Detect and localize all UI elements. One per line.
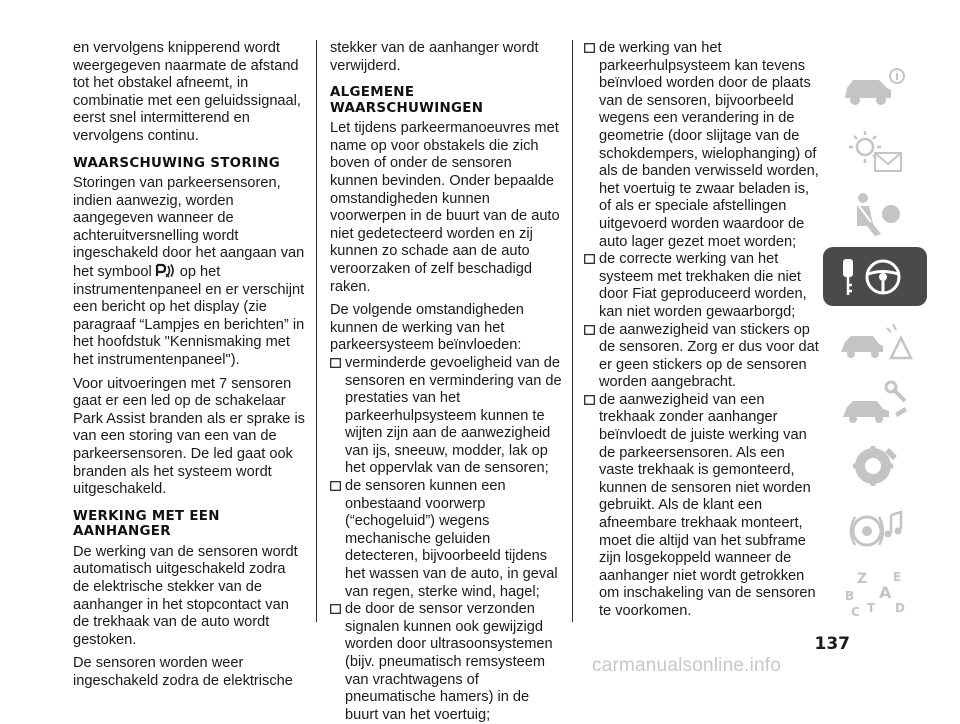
seatbelt-airbag-icon	[833, 188, 917, 240]
list-item-text: de door de sensor verzonden signalen kunnen ook gewijzigd worden door ultrasoonsystemen (bijv. pneumatisch remsysteem van vrachtwagens of pneumatische hamers) in de buurt van het voertuig;	[345, 601, 553, 723]
paragraph: Let tijdens parkeermanoeuvres met name op voor obstakels die zich boven of onder de sensoren kunnen bevinden. Onder bepaalde omstandigheden kunnen voorwerpen in de buurt van de auto niet gedetecteerd worden en zij kunnen zo schade aan de auto veroorzaken of zelf beschadigd raken.	[330, 120, 560, 295]
chapter-tab-maintenance[interactable]	[823, 373, 927, 432]
index-letter: T	[867, 600, 876, 615]
list-item-text: de aanwezigheid van een trekhaak zonder aanhanger beïnvloedt de juiste werking van de parkeersensoren. Als een vaste trekhaak is gemonteerd, kunnen de sensoren niet worden gebruikt. Als de klant een afneembare trekhaak monteert, moet die altijd van het subframe zijn losgekoppeld wanneer de aanhanger niet wordt getrokken om inschakeling van de sensoren te voorkomen.	[599, 391, 816, 619]
page-number: 137	[814, 634, 850, 654]
column-separator-1	[316, 40, 317, 622]
paragraph: en vervolgens knipperend wordt weergegeven naarmate de afstand tot het obstakel afneemt, in combinatie met een geluidssignaal, eerst snel intermitterend en vervolgens continu.	[73, 40, 301, 144]
paragraph-text: Storingen van parkeersensoren, indien aanwezig, worden aangegeven wanneer de achteruitversnelling wordt ingeschakeld door het aangaan van het symbool	[73, 175, 305, 281]
chapter-tab-starting-driving[interactable]	[823, 247, 927, 306]
section-heading-trailer: WERKING MET EEN AANHANGER	[73, 508, 220, 540]
breakdown-icon	[833, 314, 917, 366]
chapter-tab-safety[interactable]	[823, 184, 927, 243]
list-item	[584, 40, 820, 251]
index-letter: E	[893, 569, 902, 584]
technical-data-icon	[833, 440, 917, 492]
index-letter: A	[879, 582, 892, 602]
car-info-icon	[833, 62, 917, 114]
list-item	[330, 601, 562, 724]
index-letter: C	[851, 604, 860, 618]
paragraph: Voor uitvoeringen met 7 sensoren gaat er een led op de schakelaar Park Assist branden als er sprake is van een storing van een van de parkeersensoren. De led gaat ook branden als het systeem wordt uitgeschakeld.	[73, 375, 305, 498]
index-letter: Z	[857, 570, 868, 587]
list-item-text: verminderde gevoeligheid van de sensoren en vermindering van de prestaties van het parkeerhulpsysteem kunnen te wijten zijn aan de aanwezigheid van ijs, sneeuw, modder, lak op het oppervlak van de sensoren;	[345, 354, 562, 477]
chapter-tab-warning-lights[interactable]	[823, 121, 927, 180]
chapter-tab-index[interactable]	[823, 562, 927, 621]
list-item-text: de werking van het parkeerhulpsysteem kan tevens beïnvloed worden door de plaats van de sensoren, bijvoorbeeld wegens een verandering in de geometrie (door slijtage van de schokdempers, wielophanging) of als de banden verwisseld worden, het voertuig te zwaar beladen is, of als er speciale afstellingen uitgevoerd worden waardoor de auto lager gezet moet worden;	[599, 40, 819, 250]
bullet-icon	[584, 254, 595, 264]
paragraph-text: op het instrumentenpaneel en er verschijnt een bericht op het display (zie paragraaf “Lampjes en berichten” in het hoofdstuk "Kennismaking met het instrumentenpaneel").	[73, 264, 305, 368]
section-heading-fault-warning: WAARSCHUWING STORING	[73, 155, 281, 171]
key-steering-wheel-icon	[833, 251, 917, 303]
list-item	[584, 322, 820, 392]
list-item	[584, 392, 820, 621]
list-item-text: de correcte werking van het systeem met trekhaken die niet door Fiat geproduceerd worden, kan niet worden gewaarborgd;	[599, 251, 807, 320]
paragraph: stekker van de aanhanger wordt verwijderd.	[330, 40, 539, 74]
column-separator-2	[572, 40, 573, 622]
chapter-tab-multimedia[interactable]	[823, 499, 927, 558]
paragraph	[73, 175, 305, 370]
index-icon	[833, 566, 917, 618]
list-item-text: de sensoren kunnen een onbestaand voorwerp (“echogeluid”) wegens mechanische geluiden detecteren, bijvoorbeeld tijdens het wassen van de auto, in geval van regen, sterke wind, hagel;	[345, 478, 558, 600]
index-letter: B	[845, 588, 855, 603]
index-letter: D	[895, 600, 905, 615]
text-column-1	[73, 40, 305, 697]
paragraph: De sensoren worden weer ingeschakeld zodra de elektrische	[73, 655, 293, 689]
bullet-icon	[584, 325, 595, 335]
bullet-icon	[584, 43, 595, 53]
bullet-icon	[584, 395, 595, 405]
multimedia-icon	[833, 503, 917, 555]
chapter-sidebar	[823, 58, 927, 625]
chapter-tab-car-info[interactable]	[823, 58, 927, 117]
warning-lights-icon	[833, 125, 917, 177]
watermark: carmanualsonline.info	[592, 655, 782, 676]
paragraph: De volgende omstandigheden kunnen de werking van het parkeersysteem beïnvloeden:	[330, 302, 524, 354]
text-column-3	[584, 40, 820, 621]
list-item	[330, 355, 562, 478]
bullet-icon	[330, 358, 341, 368]
parking-sensor-fault-icon	[154, 263, 176, 278]
list-item	[330, 478, 562, 601]
text-column-2	[330, 40, 562, 724]
list-item	[584, 251, 820, 321]
maintenance-icon	[833, 377, 917, 429]
bullet-icon	[330, 481, 341, 491]
list-item-text: de aanwezigheid van stickers op de sensoren. Zorg er dus voor dat er geen stickers op de sensoren worden aangebracht.	[599, 321, 819, 391]
bullet-icon	[330, 604, 341, 614]
paragraph: De werking van de sensoren wordt automatisch uitgeschakeld zodra de elektrische stekker van de aanhanger in het stopcontact van de trekhaak van de auto wordt gestoken.	[73, 543, 298, 648]
chapter-tab-emergency[interactable]	[823, 310, 927, 369]
chapter-tab-technical-data[interactable]	[823, 436, 927, 495]
section-heading-general-warnings: ALGEMENE WAARSCHUWINGEN	[330, 85, 484, 116]
